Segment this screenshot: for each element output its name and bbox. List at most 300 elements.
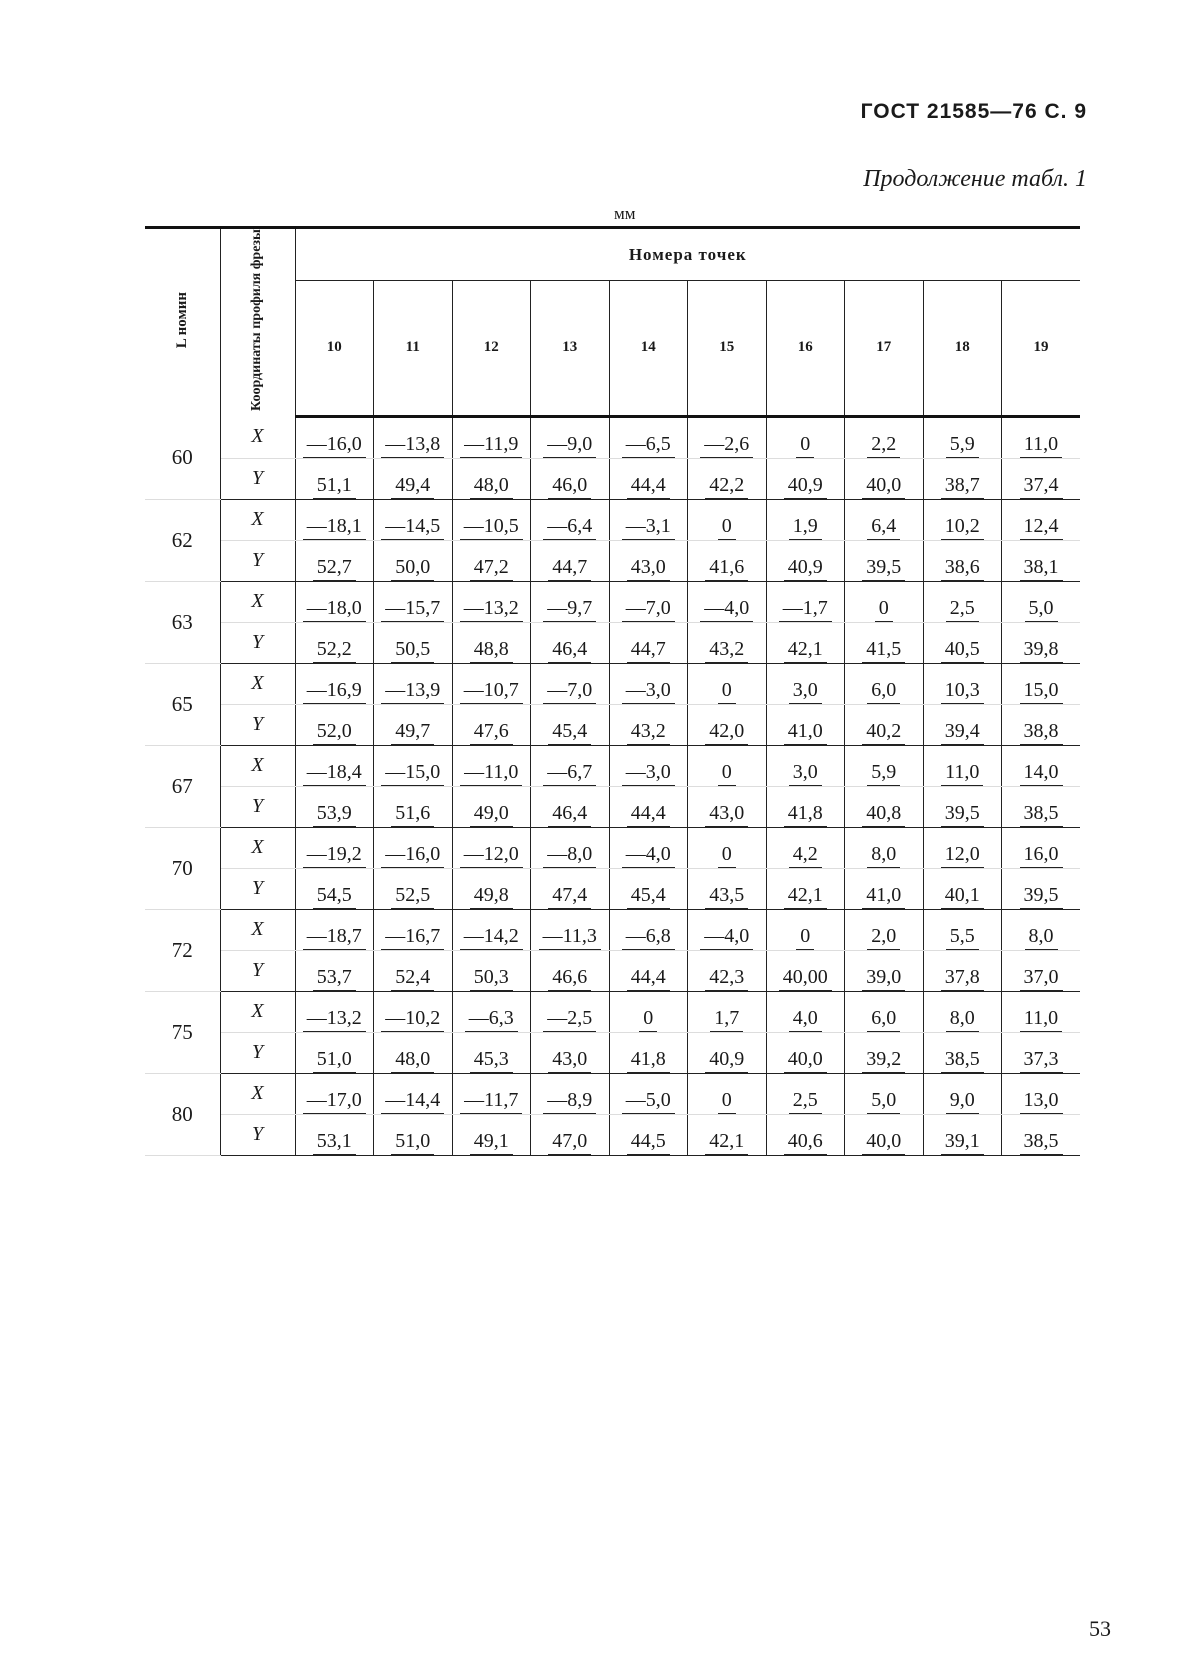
coordinate-value: 46,6 [548, 966, 591, 991]
coordinate-value-cell [452, 991, 531, 1032]
coordinate-value: 43,5 [705, 884, 748, 909]
coordinate-value: 4,2 [789, 843, 822, 868]
coordinate-value-cell [374, 745, 453, 786]
coordinate-axis-label: Y [220, 786, 295, 827]
coordinate-value: —8,9 [543, 1089, 596, 1114]
coordinate-value: —4,0 [622, 843, 675, 868]
coordinate-value: 39,5 [1020, 884, 1063, 909]
coordinate-value: 0 [639, 1007, 657, 1032]
coordinate-value: 53,7 [313, 966, 356, 991]
coordinate-value: 6,0 [867, 679, 900, 704]
coordinate-value-cell [1002, 786, 1081, 827]
table-body [145, 416, 1080, 1155]
coordinate-value: 49,1 [470, 1130, 513, 1155]
coordinate-value-cell [845, 909, 924, 950]
coordinate-value: 39,1 [941, 1130, 984, 1155]
point-header: 15 [688, 281, 767, 416]
table-row-60-x [145, 416, 1080, 458]
coordinate-value-cell [374, 704, 453, 745]
coordinate-value-cell [1002, 1032, 1081, 1073]
coordinate-value: —16,0 [303, 433, 366, 458]
coordinate-value: 48,0 [391, 1048, 434, 1073]
coordinate-value-cell [295, 1073, 374, 1114]
coordinate-axis-label: Y [220, 1032, 295, 1073]
coordinate-value: 0 [796, 925, 814, 950]
page-number: 53 [1089, 1616, 1111, 1641]
coordinate-value-cell [766, 1114, 845, 1155]
coordinate-value-cell [923, 991, 1002, 1032]
coordinate-value: 41,6 [705, 556, 748, 581]
coordinate-value: 45,4 [548, 720, 591, 745]
coordinate-value: —2,6 [700, 433, 753, 458]
coordinate-value: 41,8 [784, 802, 827, 827]
coordinate-value-cell [1002, 622, 1081, 663]
coordinate-value: 54,5 [313, 884, 356, 909]
coordinate-value-cell [766, 786, 845, 827]
coordinate-value-cell [688, 827, 767, 868]
coordinate-value-cell [1002, 416, 1081, 458]
coordinate-value-cell [688, 499, 767, 540]
coordinate-value: 8,0 [1025, 925, 1058, 950]
coordinate-value-cell [452, 909, 531, 950]
coordinate-value: 39,4 [941, 720, 984, 745]
coordinate-value-cell [766, 991, 845, 1032]
coordinate-value-cell [1002, 1073, 1081, 1114]
coordinate-value: —18,1 [303, 515, 366, 540]
coordinate-value-cell [1002, 827, 1081, 868]
coordinate-value-cell [688, 622, 767, 663]
coordinate-value-cell [609, 458, 688, 499]
coordinate-value: 43,2 [705, 638, 748, 663]
coordinate-value-cell [531, 1032, 610, 1073]
coordinate-value-cell [1002, 581, 1081, 622]
table-row-60-y [145, 458, 1080, 499]
coordinate-value-cell [845, 416, 924, 458]
coordinate-value: 48,8 [470, 638, 513, 663]
coordinate-value-cell [374, 786, 453, 827]
coordinate-axis-label: Y [220, 868, 295, 909]
coordinate-value: —10,5 [460, 515, 523, 540]
table-row-80-y [145, 1114, 1080, 1155]
coordinate-axis-label: X [220, 991, 295, 1032]
coordinate-value-cell [609, 1073, 688, 1114]
coordinate-value-cell [609, 1114, 688, 1155]
coordinate-value: 42,1 [784, 638, 827, 663]
coordinate-value: 12,0 [941, 843, 984, 868]
nominal-value: 63 [145, 581, 220, 663]
coordinate-value: 43,0 [705, 802, 748, 827]
coordinate-value: 37,8 [941, 966, 984, 991]
coordinate-value-cell [452, 868, 531, 909]
table-row-75-x [145, 991, 1080, 1032]
coordinate-value: 45,4 [627, 884, 670, 909]
coordinate-value: —3,1 [622, 515, 675, 540]
coordinate-value-cell [531, 581, 610, 622]
coordinate-value-cell [1002, 1114, 1081, 1155]
coordinate-value: 49,0 [470, 802, 513, 827]
coordinate-value-cell [688, 868, 767, 909]
coordinate-axis-label: X [220, 909, 295, 950]
coordinate-value-cell [531, 868, 610, 909]
coordinate-value-cell [766, 909, 845, 950]
coordinate-axis-label: X [220, 1073, 295, 1114]
coordinate-value: 5,9 [946, 433, 979, 458]
coordinate-value-cell [374, 458, 453, 499]
coordinate-value: 8,0 [867, 843, 900, 868]
coordinate-value: 40,9 [705, 1048, 748, 1073]
coordinate-value-cell [374, 1114, 453, 1155]
nominal-value: 67 [145, 745, 220, 827]
coordinate-value: —2,5 [543, 1007, 596, 1032]
coordinate-value: —18,4 [303, 761, 366, 786]
coordinate-value-cell [295, 745, 374, 786]
coordinate-value-cell [295, 540, 374, 581]
coordinate-value-cell [295, 827, 374, 868]
coordinate-axis-label: X [220, 745, 295, 786]
coordinate-axis-label: X [220, 581, 295, 622]
coordinate-value-cell [374, 991, 453, 1032]
coordinate-value: 0 [718, 843, 736, 868]
coordinate-value: 38,5 [941, 1048, 984, 1073]
coordinate-value: 4,0 [789, 1007, 822, 1032]
coordinate-value-cell [923, 909, 1002, 950]
coordinate-value-cell [609, 868, 688, 909]
point-header: 11 [374, 281, 453, 416]
coordinate-value: 13,0 [1020, 1089, 1063, 1114]
coordinate-value: —14,5 [381, 515, 444, 540]
coordinate-value-cell [609, 622, 688, 663]
coordinate-value-cell [531, 745, 610, 786]
coordinate-value: 49,4 [391, 474, 434, 499]
coordinate-value-cell [923, 950, 1002, 991]
coordinate-axis-label: Y [220, 622, 295, 663]
coordinate-value-cell [923, 458, 1002, 499]
coordinate-value-cell [845, 663, 924, 704]
point-header: 18 [923, 281, 1002, 416]
coordinate-value: —14,4 [381, 1089, 444, 1114]
coordinate-value-cell [766, 663, 845, 704]
coordinate-value: —6,8 [622, 925, 675, 950]
coordinate-value: 39,5 [862, 556, 905, 581]
coordinate-value-cell [1002, 704, 1081, 745]
coordinate-value: —8,0 [543, 843, 596, 868]
coordinate-value: 48,0 [470, 474, 513, 499]
coordinate-value: 9,0 [946, 1089, 979, 1114]
coordinate-value-cell [374, 581, 453, 622]
coordinate-value-cell [374, 909, 453, 950]
coordinate-value: 49,7 [391, 720, 434, 745]
coordinate-column-header: Координаты профиля фрезы [220, 228, 295, 417]
coordinate-value: 2,0 [867, 925, 900, 950]
table-continuation-label: Продолжение табл. 1 [863, 166, 1087, 192]
coordinate-value-cell [374, 416, 453, 458]
coordinate-value: —6,4 [543, 515, 596, 540]
coordinate-value-cell [531, 622, 610, 663]
coordinate-value: —7,0 [543, 679, 596, 704]
coordinate-value: 37,3 [1020, 1048, 1063, 1073]
coordinate-value: 5,0 [1025, 597, 1058, 622]
coordinate-value-cell [609, 909, 688, 950]
coordinate-value: 11,0 [1020, 1007, 1062, 1032]
coordinate-value: 5,5 [946, 925, 979, 950]
coordinate-value-cell [766, 704, 845, 745]
coordinate-value: 38,1 [1020, 556, 1063, 581]
coordinate-value-cell [609, 950, 688, 991]
coordinate-value-cell [295, 581, 374, 622]
coordinate-value-cell [374, 622, 453, 663]
coordinate-value: 40,5 [941, 638, 984, 663]
coordinate-value-cell [923, 581, 1002, 622]
coordinate-value: —13,2 [303, 1007, 366, 1032]
nominal-value: 72 [145, 909, 220, 991]
coordinate-value-cell [374, 1073, 453, 1114]
coordinate-value: —19,2 [303, 843, 366, 868]
coordinate-axis-label: Y [220, 540, 295, 581]
coordinate-value-cell [688, 1032, 767, 1073]
coordinate-value-cell [295, 1114, 374, 1155]
coordinate-value: —15,7 [381, 597, 444, 622]
coordinate-value: 39,2 [862, 1048, 905, 1073]
nominal-value: 60 [145, 416, 220, 499]
coordinate-value: 2,2 [867, 433, 900, 458]
table-row-65-x [145, 663, 1080, 704]
coordinate-value: 1,7 [710, 1007, 743, 1032]
coordinate-value: 42,1 [784, 884, 827, 909]
coordinate-value: 46,4 [548, 802, 591, 827]
coordinate-value: —18,0 [303, 597, 366, 622]
coordinate-value: 52,4 [391, 966, 434, 991]
point-header: 17 [845, 281, 924, 416]
coordinate-value-cell [374, 540, 453, 581]
coordinate-value-cell [452, 540, 531, 581]
coordinate-value: 6,0 [867, 1007, 900, 1032]
coordinate-value: 39,5 [941, 802, 984, 827]
coordinate-value: 39,0 [862, 966, 905, 991]
coordinate-value: 40,8 [862, 802, 905, 827]
points-group-header: Номера точек [295, 228, 1080, 281]
coordinate-value-cell [766, 745, 845, 786]
table-row-80-x [145, 1073, 1080, 1114]
coordinate-value-cell [531, 909, 610, 950]
coordinate-value: —16,9 [303, 679, 366, 704]
coordinate-value-cell [374, 1032, 453, 1073]
coordinate-value: —10,7 [460, 679, 523, 704]
coordinate-value-cell [688, 745, 767, 786]
coordinate-value-cell [688, 991, 767, 1032]
coordinate-value: 42,3 [705, 966, 748, 991]
coordinate-value-cell [609, 540, 688, 581]
table-row-70-x [145, 827, 1080, 868]
coordinate-value-cell [923, 1114, 1002, 1155]
coordinate-value-cell [845, 868, 924, 909]
coordinate-value: —3,0 [622, 679, 675, 704]
coordinate-value-cell [923, 499, 1002, 540]
table-row-75-y [145, 1032, 1080, 1073]
coordinate-value-cell [452, 745, 531, 786]
table-row-67-x [145, 745, 1080, 786]
coordinate-value-cell [845, 991, 924, 1032]
coordinate-value-cell [452, 458, 531, 499]
coordinate-value: 47,0 [548, 1130, 591, 1155]
coordinate-value: 3,0 [789, 761, 822, 786]
coordinate-value-cell [688, 581, 767, 622]
coordinate-value-cell [845, 581, 924, 622]
units-label: мм [614, 204, 636, 223]
coordinate-value-cell [295, 499, 374, 540]
coordinate-value-cell [609, 499, 688, 540]
coordinate-value: —9,7 [543, 597, 596, 622]
coordinate-value: 52,2 [313, 638, 356, 663]
coordinate-value-cell [688, 786, 767, 827]
coordinate-value-cell [452, 1114, 531, 1155]
coordinate-value-cell [452, 827, 531, 868]
coordinate-value: —6,5 [622, 433, 675, 458]
coordinate-value: 46,0 [548, 474, 591, 499]
coordinate-value: —17,0 [303, 1089, 366, 1114]
coordinate-value-cell [609, 416, 688, 458]
coordinate-value-cell [374, 663, 453, 704]
coordinate-value: 41,5 [862, 638, 905, 663]
coordinate-value-cell [1002, 745, 1081, 786]
coordinate-value: 42,2 [705, 474, 748, 499]
coordinate-value: 43,0 [627, 556, 670, 581]
table-row-63-x [145, 581, 1080, 622]
coordinate-value-cell [531, 786, 610, 827]
coordinate-value-cell [845, 1073, 924, 1114]
coordinate-value-cell [688, 1073, 767, 1114]
coordinate-value-cell [531, 950, 610, 991]
coordinate-value-cell [295, 704, 374, 745]
coordinate-value: 50,0 [391, 556, 434, 581]
coordinate-value-cell [295, 909, 374, 950]
coordinate-value: —6,7 [543, 761, 596, 786]
coordinate-value-cell [452, 622, 531, 663]
coordinate-axis-label: X [220, 416, 295, 458]
coordinate-value-cell [1002, 868, 1081, 909]
coordinate-value-cell [531, 1073, 610, 1114]
coordinate-value: 0 [718, 1089, 736, 1114]
coordinate-axis-label: Y [220, 458, 295, 499]
table-row-72-x [145, 909, 1080, 950]
coordinate-value-cell [688, 663, 767, 704]
coordinate-value: —12,0 [460, 843, 523, 868]
coordinate-value-cell [845, 704, 924, 745]
coordinate-value: 0 [796, 433, 814, 458]
coordinate-value: 44,7 [548, 556, 591, 581]
coordinate-value: 5,0 [867, 1089, 900, 1114]
coordinate-value-cell [766, 416, 845, 458]
coordinate-value: 40,6 [784, 1130, 827, 1155]
coordinate-value-cell [923, 868, 1002, 909]
coordinate-value: 44,4 [627, 802, 670, 827]
coordinate-value: 1,9 [789, 515, 822, 540]
coordinate-value-cell [609, 663, 688, 704]
coordinate-value: 43,0 [548, 1048, 591, 1073]
coordinate-value-cell [1002, 458, 1081, 499]
coordinate-axis-label: Y [220, 950, 295, 991]
coordinate-value-cell [609, 581, 688, 622]
point-header: 10 [295, 281, 374, 416]
coordinate-value: 45,3 [470, 1048, 513, 1073]
coordinate-axis-label: X [220, 663, 295, 704]
coordinate-value: 53,9 [313, 802, 356, 827]
coordinate-value: —1,7 [779, 597, 832, 622]
coordinate-value-cell [688, 458, 767, 499]
coordinate-value: —11,0 [460, 761, 522, 786]
coordinate-axis-label: X [220, 827, 295, 868]
coordinate-value-cell [845, 622, 924, 663]
coordinate-axis-label: X [220, 499, 295, 540]
coordinate-value-cell [923, 540, 1002, 581]
coordinate-value: —3,0 [622, 761, 675, 786]
coordinate-value-cell [1002, 499, 1081, 540]
coordinate-value: 40,00 [779, 966, 832, 991]
coordinate-value-cell [531, 540, 610, 581]
coordinate-value: 44,5 [627, 1130, 670, 1155]
coordinate-value: 44,7 [627, 638, 670, 663]
coordinate-value-cell [531, 704, 610, 745]
coordinate-value-cell [531, 1114, 610, 1155]
coordinate-value-cell [452, 581, 531, 622]
coordinate-value-cell [688, 909, 767, 950]
coordinate-value: 0 [718, 515, 736, 540]
coordinate-value-cell [452, 663, 531, 704]
coordinate-value-cell [452, 499, 531, 540]
coordinate-value-cell [845, 458, 924, 499]
coordinate-value: —13,9 [381, 679, 444, 704]
coordinate-value-cell [295, 458, 374, 499]
coordinate-value-cell [295, 1032, 374, 1073]
coordinate-value-cell [845, 1032, 924, 1073]
coordinate-value-cell [295, 786, 374, 827]
coordinate-value: 3,0 [789, 679, 822, 704]
coordinate-value-cell [923, 827, 1002, 868]
table-row-62-y [145, 540, 1080, 581]
coordinate-value: —11,9 [460, 433, 522, 458]
coordinate-value-cell [295, 991, 374, 1032]
coordinate-value: 53,1 [313, 1130, 356, 1155]
coordinate-value-cell [923, 745, 1002, 786]
table-row-67-y [145, 786, 1080, 827]
coordinate-value-cell [688, 540, 767, 581]
coordinate-value: —18,7 [303, 925, 366, 950]
coordinate-value-cell [531, 991, 610, 1032]
table-row-63-y [145, 622, 1080, 663]
coordinate-value-cell [452, 1073, 531, 1114]
coordinate-value: 47,2 [470, 556, 513, 581]
coordinate-value-cell [845, 499, 924, 540]
coordinate-value: 40,0 [862, 1130, 905, 1155]
coordinate-value-cell [766, 540, 845, 581]
coordinate-value-cell [609, 991, 688, 1032]
nominal-value: 65 [145, 663, 220, 745]
coordinate-value: 37,4 [1020, 474, 1063, 499]
point-header: 19 [1002, 281, 1081, 416]
coordinate-value: 2,5 [946, 597, 979, 622]
coordinate-value: 39,8 [1020, 638, 1063, 663]
point-header: 14 [609, 281, 688, 416]
coordinate-value-cell [923, 704, 1002, 745]
coordinate-value: 51,0 [313, 1048, 356, 1073]
coordinate-value-cell [766, 581, 845, 622]
coordinate-value: 47,6 [470, 720, 513, 745]
table-row-62-x [145, 499, 1080, 540]
coordinate-value-cell [923, 416, 1002, 458]
coordinate-value: 12,4 [1020, 515, 1063, 540]
document-header: ГОСТ 21585—76 С. 9 [860, 100, 1087, 123]
nominal-column-header: L номин [145, 228, 220, 417]
coordinate-value: 50,3 [470, 966, 513, 991]
